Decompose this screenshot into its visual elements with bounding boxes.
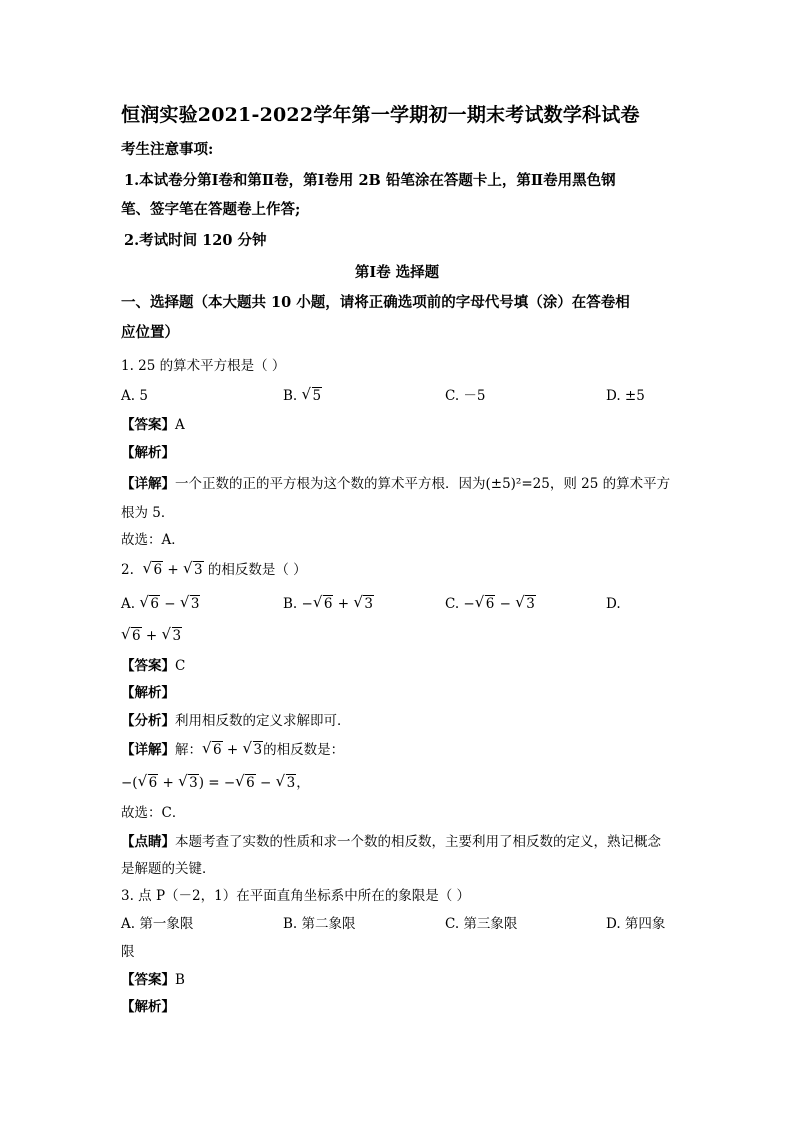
q1-choose: 故选：A．	[121, 532, 185, 548]
q1-answer: 【答案】A	[121, 417, 185, 433]
q1-option-b-label: B.	[283, 388, 298, 404]
q2-option-d-value: √ 6 + √ 3	[121, 626, 182, 646]
q3-answer: 【答案】B	[121, 972, 185, 988]
section-title: 第Ⅰ卷 选择题	[354, 264, 440, 281]
notice-item-2: 2.考试时间 120 分钟	[124, 232, 267, 249]
q3-stem: 3. 点 P（－2，1）在平面直角坐标系中所在的象限是（ ）	[121, 888, 471, 904]
q1-analysis-label: 【解析】	[121, 445, 175, 461]
q3-option-d-wrap: 限	[121, 944, 135, 960]
q1-option-d: D. ±5	[606, 388, 645, 404]
q2-equation: −(√ 6 + √ 3) = −√ 6 − √ 3，	[121, 773, 310, 793]
q2-option-d: D.	[606, 596, 621, 612]
exam-title: 恒润实验2021-2022学年第一学期初一期末考试数学科试卷	[121, 104, 640, 126]
notice-item-1: 1.本试卷分第Ⅰ卷和第Ⅱ卷，第Ⅰ卷用 2B 铅笔涂在答题卡上，第Ⅱ卷用黑色钢	[124, 172, 616, 189]
q3-option-d: D. 第四象	[606, 916, 666, 932]
q2-fenxi: 【分析】利用相反数的定义求解即可．	[121, 713, 351, 729]
section-heading-cont: 应位置）	[121, 324, 179, 341]
sqrt-symbol: √ 5	[303, 386, 323, 406]
q2-stem: 2. √ 6 + √ 3 的相反数是（ ）	[121, 560, 307, 580]
q3-analysis-label: 【解析】	[121, 999, 175, 1015]
q2-answer: 【答案】C	[121, 658, 186, 674]
q2-option-a: A. √ 6 − √ 3	[121, 594, 200, 614]
q3-option-c: C. 第三象限	[445, 916, 518, 932]
q2-choose: 故选：C．	[121, 805, 186, 821]
q1-detail-cont: 根为 5．	[121, 505, 175, 521]
q1-option-c: C. －5	[445, 388, 486, 404]
q2-option-b: B. −√ 6 + √ 3	[283, 594, 374, 614]
q1-detail: 【详解】一个正数的正的平方根为这个数的算术平方根．因为(±5)²=25，则 25 的算术平方	[121, 476, 671, 492]
q2-detail: 【详解】解：√ 6 + √ 3的相反数是：	[121, 740, 344, 760]
notice-item-1-cont: 笔、签字笔在答题卷上作答;	[121, 201, 301, 218]
q3-option-a: A. 第一象限	[121, 916, 194, 932]
q3-option-b: B. 第二象限	[283, 916, 356, 932]
q1-option-b	[283, 386, 322, 406]
q2-analysis-label: 【解析】	[121, 685, 175, 701]
section-heading: 一、选择题（本大题共 10 小题，请将正确选项前的字母代号填（涂）在答卷相	[121, 294, 630, 311]
q2-option-c: C. −√ 6 − √ 3	[445, 594, 536, 614]
notice-heading: 考生注意事项:	[121, 141, 214, 158]
q1-stem: 1. 25 的算术平方根是（ ）	[121, 358, 286, 374]
q1-option-a: A. 5	[121, 388, 148, 404]
q2-dianjing-cont: 是解题的关键．	[121, 861, 216, 877]
q2-dianjing: 【点睛】本题考查了实数的性质和求一个数的相反数，主要利用了相反数的定义，熟记概念	[121, 834, 661, 850]
